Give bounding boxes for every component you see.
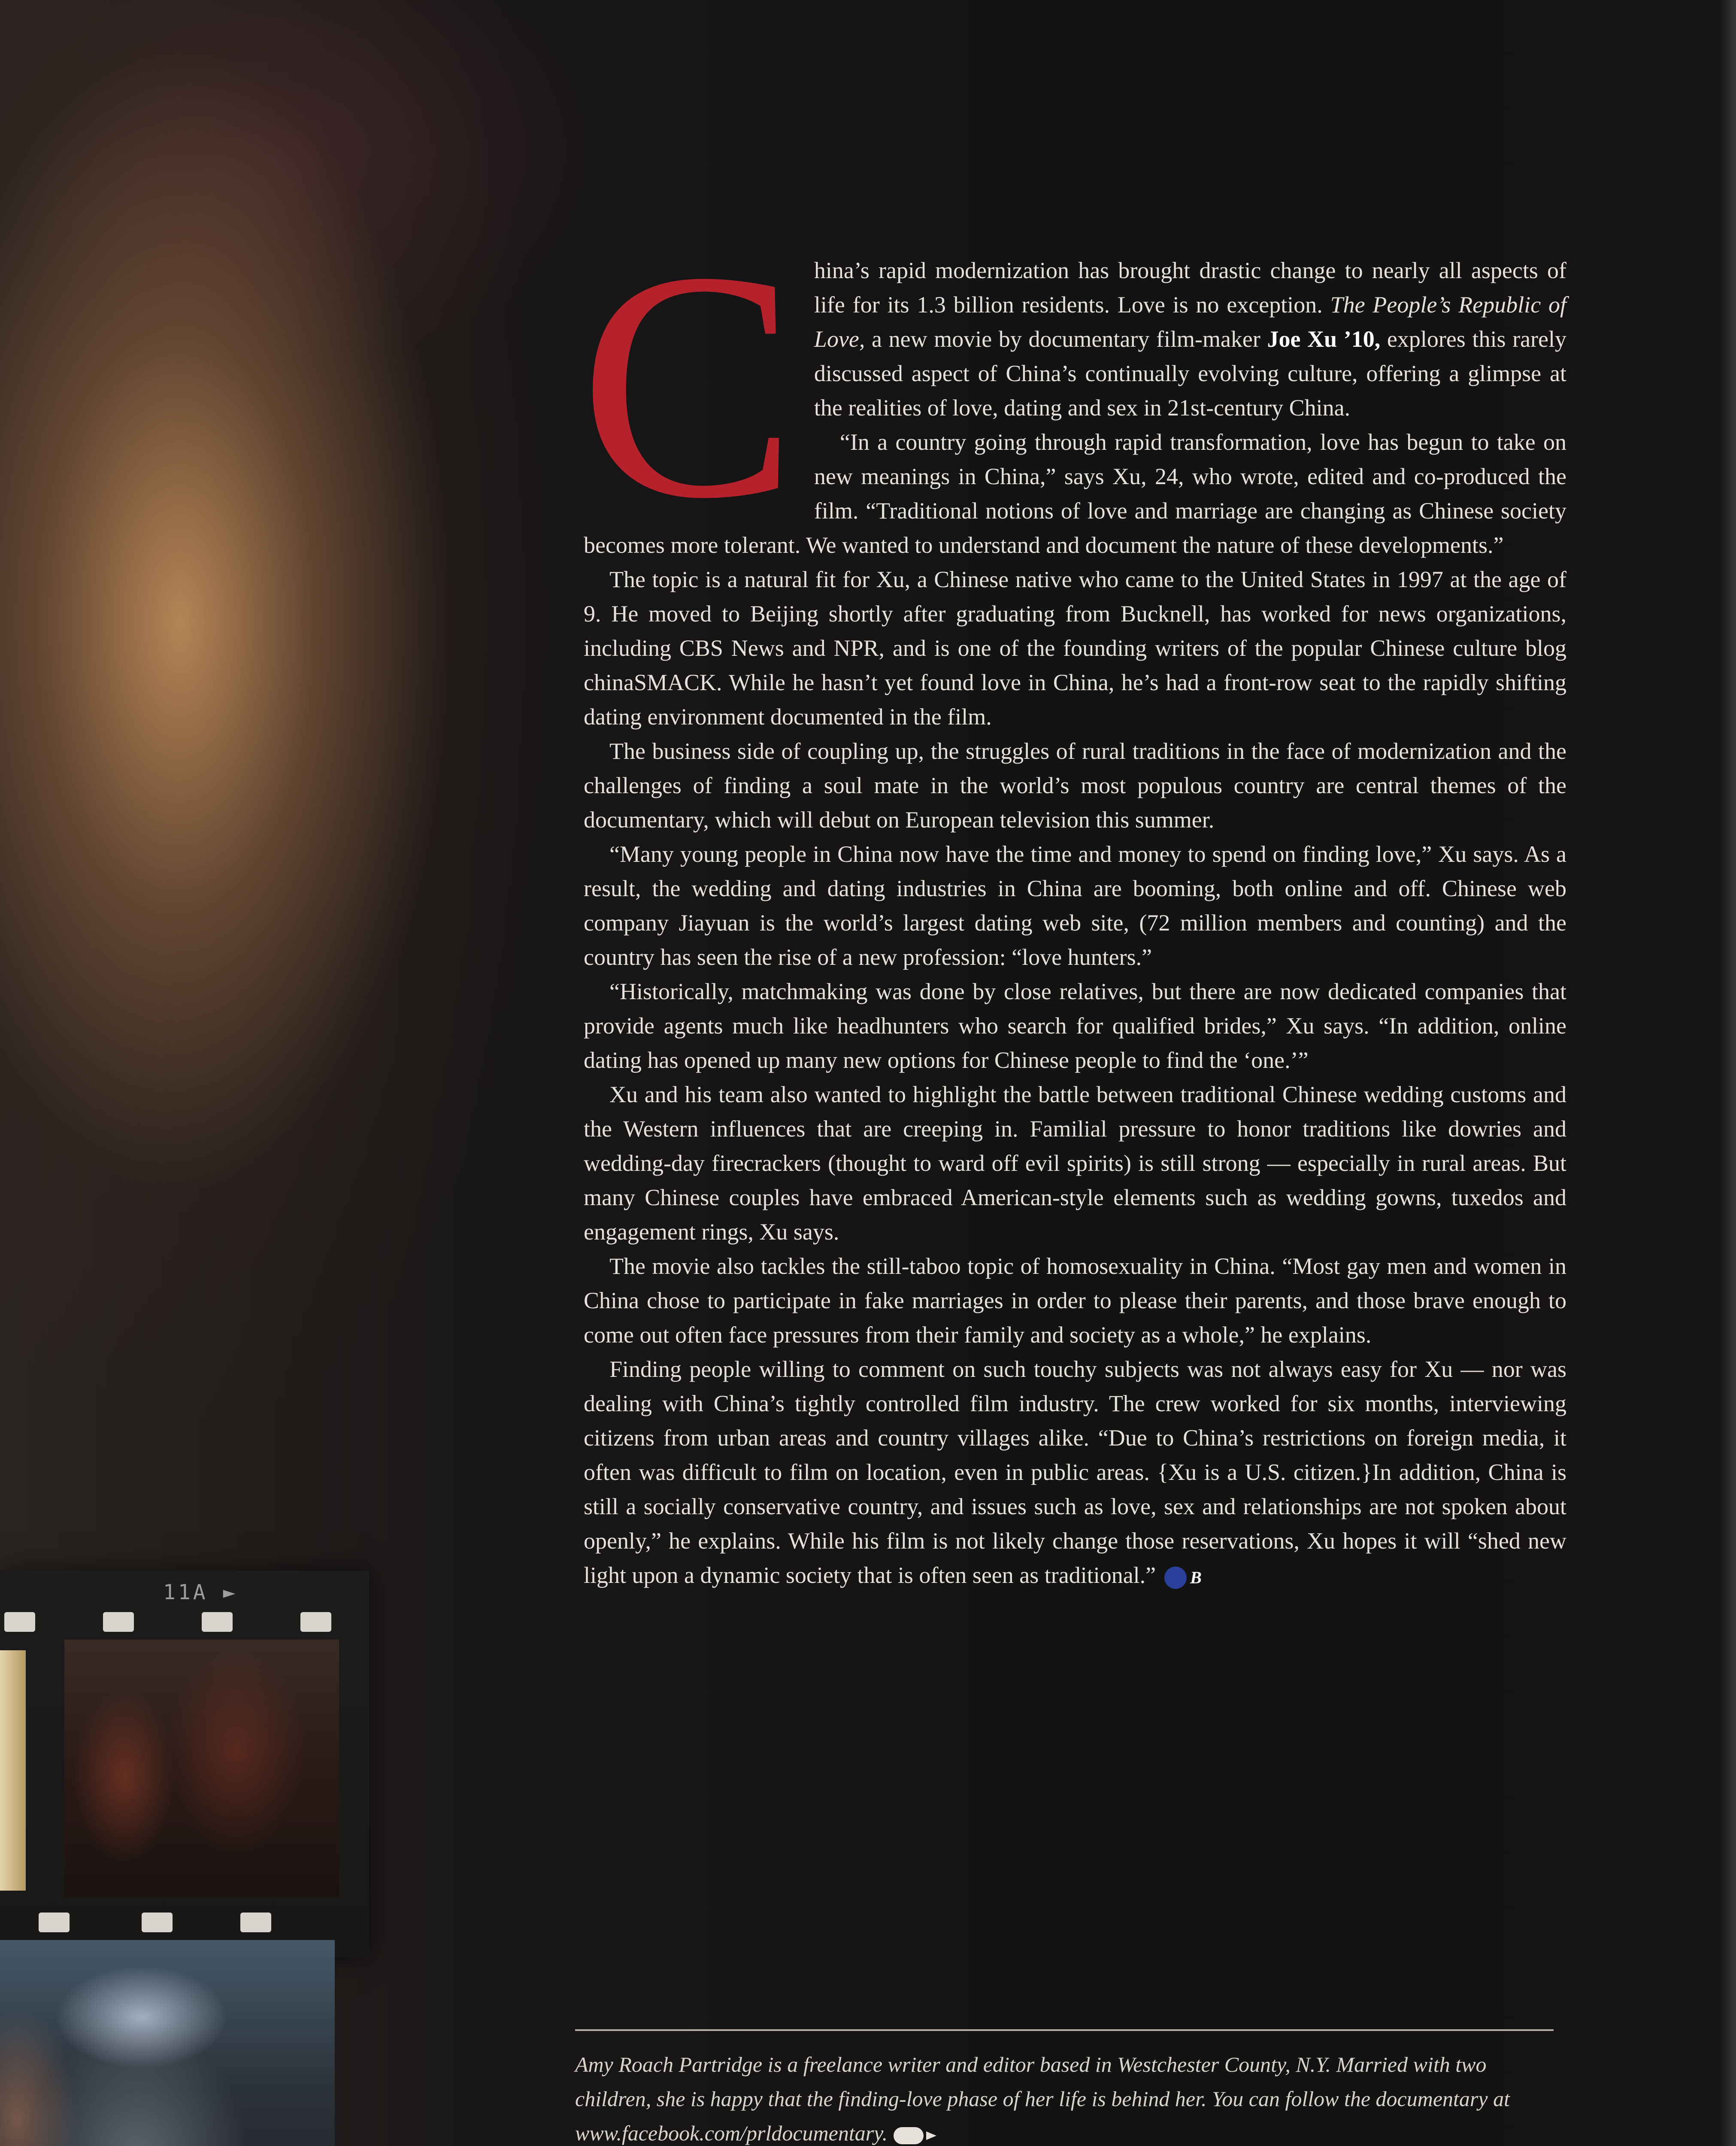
sprocket-hole [103,1612,134,1632]
sprocket-hole [300,1612,331,1632]
film-frame-edge [0,1650,26,1891]
intro-text: hina’s rapid modernization has brought drastic change to nearly all aspects of life for its 1.3 billion residents. Love is no exception. [814,258,1566,318]
sprocket-row-bottom [0,1910,369,1936]
paragraph: “Historically, matchmaking was done by close relatives, but there are now dedicated companies that provide agents much like headhunters who search for qualified brides,” Xu says. “In addition, online dating has opened up many new options for Chinese people to find the ‘one.’” [584,979,1566,1073]
intro-text-middle: a new movie by documentary film-maker [865,326,1267,352]
paragraph: Xu and his team also wanted to highlight the battle between traditional Chinese wedding customs and the Western influences that are creeping in. Familial pressure to honor traditions like dowries and wedding-day firecrackers (thought to ward off evil spirits) is still strong — especially in rural areas. But many Chinese couples have embraced American-style elements such as wedding gowns, tuxedos and engagement rings, Xu says. [584,1082,1566,1245]
intro-text-end: explores this rarely discussed aspect of China’s continually evolving culture, offering a glimpse at the realities of love, dating and sex in 21st-century China. [814,326,1567,421]
film-frame-number: 11A ► [163,1580,238,1604]
bucknell-end-mark-icon: B [1164,1567,1187,1589]
film-title: The People’s Republic of Love, [814,292,1566,352]
page-edge [1719,0,1736,2146]
paragraph: “In a country going through rapid transformation, love has begun to take on new meanings in China,” says Xu, 24, who wrote, edited and co-produced the film. “Traditional notions of love and marriage are changing as Chinese society becomes more tolerant. We wanted to understand and document the nature of these developments.” [584,429,1566,558]
sprocket-hole [202,1612,233,1632]
bio-divider [575,2029,1554,2031]
author-bio [575,2047,1558,2146]
sprocket-hole [240,1913,271,1932]
filmstrip-photo [0,1571,369,1957]
paragraph-last-text: Finding people willing to comment on such touchy subjects was not always easy for Xu — nor was dealing with China’s tightly controlled film industry. The crew worked for six months, interviewing citizens from urban areas and country villages alike. “Due to China’s restrictions on foreign media, it often was difficult to film on location, even in public areas. {Xu is a U.S. citizen.}In addition, China is still a socially conservative country, and issues such as love, sex and relationships are not spoken about openly,” he explains. While his film is not likely change those reservations, Xu hopes it will “shed new light upon a dynamic society that is often seen as traditional.” [584,1356,1566,1588]
paragraph: The movie also tackles the still-taboo topic of homosexuality in China. “Most gay men and women in China chose to participate in fake marriages in order to please their parents, and those brave enough to come out often face pressures from their family and society as a whole,” he explains. [584,1253,1566,1348]
sprocket-hole [142,1913,173,1932]
paragraph: The topic is a natural fit for Xu, a Chinese native who came to the United States in 1997 at the age of 9. He moved to Beijing shortly after graduating from Bucknell, has worked for news organizations, including CBS News and NPR, and is one of the founding writers of the popular Chinese culture blog chinaSMACK. While he hasn’t yet found love in China, he’s had a front-row seat to the rapidly shifting dating environment documented in the film. [584,567,1566,730]
sprocket-hole [4,1612,35,1632]
film-frame-image [64,1640,339,1897]
video-icon [894,2127,924,2144]
paragraph: “Many young people in China now have the time and money to spend on finding love,” Xu says. As a result, the wedding and dating industries in China are booming, both online and off. Chinese web company Jiayuan is the world’s largest dating web site, (72 million members and counting) and the country has seen the rise of a new profession: “love hunters.” [584,841,1566,970]
author-bio-text: Amy Roach Partridge is a freelance writer and editor based in Westchester County, N.Y. Married with two children, she is happy that the finding-love phase of her life is behind her. You can follow the documentary at www.facebook.com/prldocumentary. [575,2052,1510,2145]
paragraph-last [584,1352,1566,1592]
filmmaker-name: Joe Xu ’10, [1267,326,1381,352]
paragraph: The business side of coupling up, the struggles of rural traditions in the face of modernization and the challenges of finding a soul mate in the world’s most populous country are central themes of the documentary, which will debut on European television this summer. [584,738,1566,833]
drop-cap: C [579,205,797,566]
article-body [579,205,1567,1592]
sprocket-hole [39,1913,70,1932]
lower-photo [0,1940,335,2146]
sprocket-row-top [0,1610,369,1635]
